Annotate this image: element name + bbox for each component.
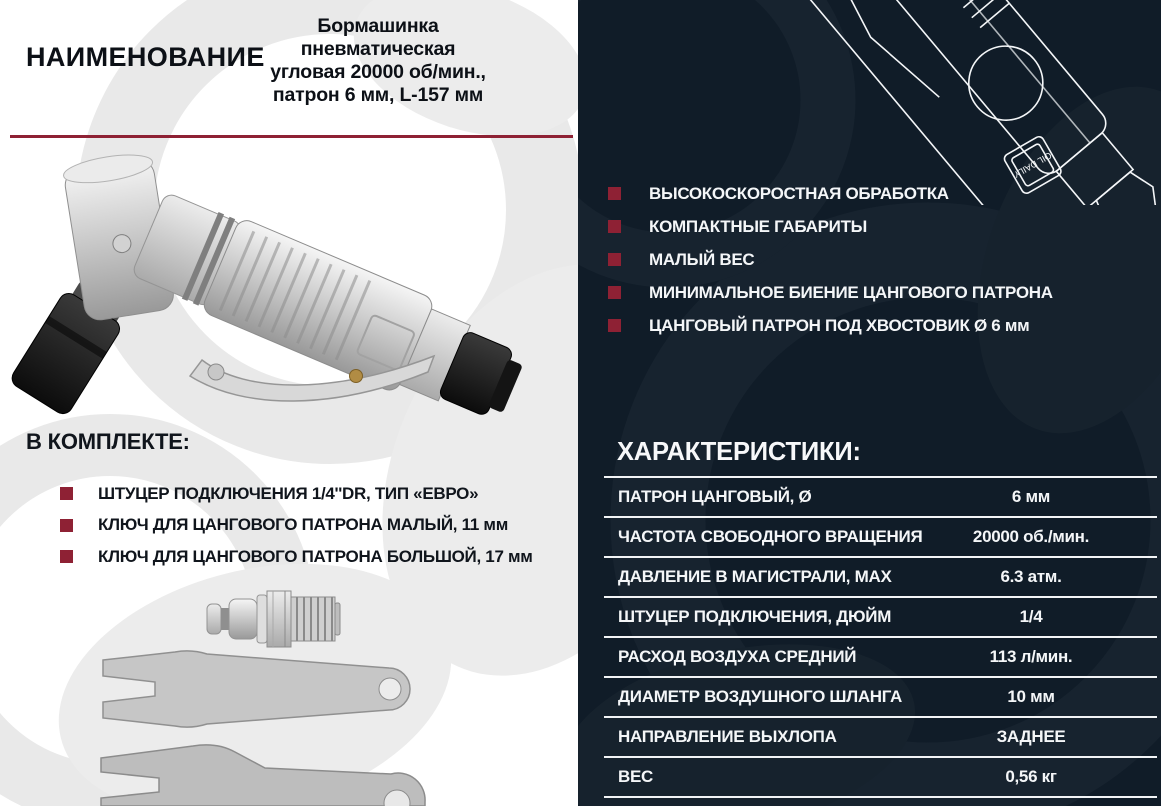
kit-item (60, 510, 533, 542)
spec-row (604, 758, 1157, 798)
spec-label: ДИАМЕТР ВОЗДУШНОГО ШЛАНГА (618, 687, 903, 706)
feature-item (608, 309, 1053, 342)
feature-item (608, 210, 1053, 243)
spec-value: 10 мм (1007, 687, 1055, 706)
spec-label: ВЕС (618, 767, 653, 786)
kit-item-label: КЛЮЧ ДЛЯ ЦАНГОВОГО ПАТРОНА МАЛЫЙ, 11 мм (98, 515, 508, 535)
bullet-square-icon (608, 253, 621, 266)
spec-row (604, 518, 1157, 558)
spec-value: ЗАДНЕЕ (996, 727, 1066, 746)
bullet-square-icon (608, 220, 621, 233)
spec-value: 20000 об./мин. (972, 527, 1090, 546)
feature-item (608, 177, 1053, 210)
spec-label: РАСХОД ВОЗДУХА СРЕДНИЙ (618, 647, 857, 666)
kit-heading: В КОМПЛЕКТЕ: (26, 429, 190, 454)
kit-list (60, 478, 533, 573)
feature-label: КОМПАКТНЫЕ ГАБАРИТЫ (649, 216, 867, 236)
spec-value: 0,56 кг (1005, 767, 1057, 786)
spec-label: НАПРАВЛЕНИЕ ВЫХЛОПА (618, 727, 837, 746)
kit-item (60, 478, 533, 510)
kit-item-label: КЛЮЧ ДЛЯ ЦАНГОВОГО ПАТРОНА БОЛЬШОЙ, 17 мм (98, 546, 533, 566)
feature-label: ЦАНГОВЫЙ ПАТРОН ПОД ХВОСТОВИК Ø 6 мм (649, 315, 1030, 335)
bullet-square-icon (60, 519, 73, 532)
bullet-square-icon (608, 319, 621, 332)
spec-row (604, 718, 1157, 758)
tech-drawing (748, 0, 1161, 205)
bullet-square-icon (608, 286, 621, 299)
spec-row (604, 678, 1157, 718)
left-panel (0, 0, 578, 806)
spec-row (604, 598, 1157, 638)
feature-item (608, 276, 1053, 309)
product-title-line: пневматическая (300, 38, 456, 60)
product-title-line: патрон 6 мм, L-157 мм (272, 84, 484, 106)
section-label: НАИМЕНОВАНИЕ (26, 42, 265, 72)
specs-heading: ХАРАКТЕРИСТИКИ: (617, 438, 861, 466)
kit-item-label: ШТУЦЕР ПОДКЛЮЧЕНИЯ 1/4''DR, ТИП «ЕВРО» (98, 483, 479, 503)
spec-label: ПАТРОН ЦАНГОВЫЙ, Ø (618, 487, 812, 506)
kit-item (60, 541, 533, 573)
spec-label: ЧАСТОТА СВОБОДНОГО ВРАЩЕНИЯ (618, 527, 923, 546)
product-title (182, 15, 574, 107)
spec-row (604, 638, 1157, 678)
bullet-square-icon (60, 487, 73, 500)
kit-accessories-photo (95, 582, 440, 806)
product-photo (4, 148, 576, 430)
bullet-square-icon (608, 187, 621, 200)
spec-row (604, 558, 1157, 598)
feature-label: ВЫСОКОСКОРОСТНАЯ ОБРАБОТКА (649, 183, 949, 203)
spec-label: ШТУЦЕР ПОДКЛЮЧЕНИЯ, ДЮЙМ (618, 607, 892, 626)
spec-value: 1/4 (1019, 607, 1043, 626)
feature-item (608, 243, 1053, 276)
spec-label: ДАВЛЕНИЕ В МАГИСТРАЛИ, MAX (618, 567, 892, 586)
feature-label: МАЛЫЙ ВЕС (649, 249, 755, 269)
oil-daily-label: OIL DAILY (1012, 150, 1054, 180)
red-divider-rule (10, 135, 573, 138)
features-list (608, 177, 1053, 342)
spec-value: 6.3 атм. (1000, 567, 1062, 586)
spec-row (604, 478, 1157, 518)
feature-label: МИНИМАЛЬНОЕ БИЕНИЕ ЦАНГОВОГО ПАТРОНА (649, 282, 1053, 302)
bullet-square-icon (60, 550, 73, 563)
spec-value: 6 мм (1011, 487, 1051, 506)
product-title-line: угловая 20000 об/мин., (270, 61, 486, 83)
product-title-line: Бормашинка (317, 15, 439, 37)
right-panel (578, 0, 1161, 806)
specs-table (604, 476, 1157, 798)
spec-value: 113 л/мин. (989, 647, 1073, 666)
